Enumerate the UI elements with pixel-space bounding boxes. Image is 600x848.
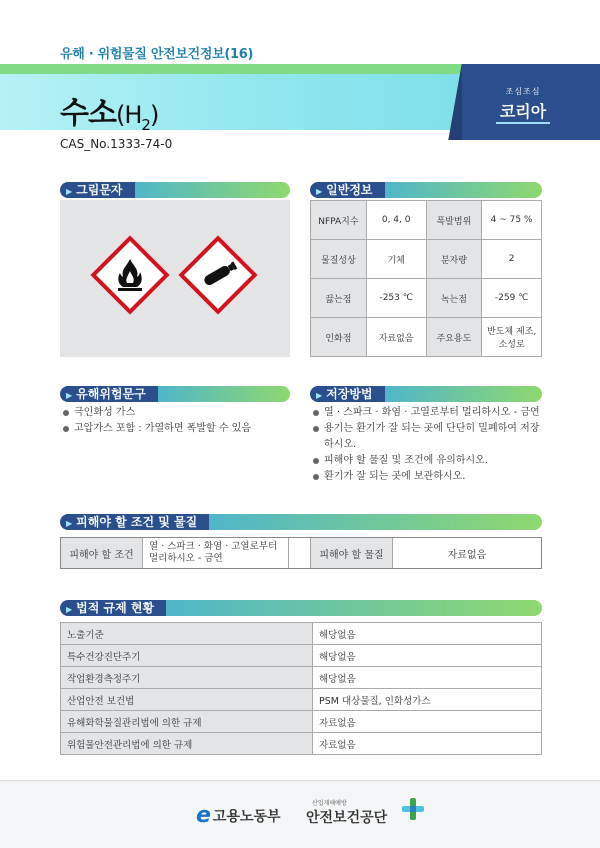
- avoid-materials-value: 자료없음: [447, 549, 487, 561]
- section-header-hazard: [60, 386, 290, 402]
- table-cell: 자료없음: [313, 711, 542, 733]
- table-row: [311, 240, 542, 279]
- table-cell: 해당없음: [313, 623, 542, 645]
- table-row: [311, 201, 542, 240]
- list-item: 피해야 할 물질 및 조건에 유의하시오.: [312, 453, 544, 469]
- section-title-storage: ▶ 저장방법: [310, 386, 385, 402]
- list-item: 극인화성 가스: [62, 405, 290, 421]
- table-cell: 폭발범위: [426, 201, 482, 240]
- table-cell: 노출기준: [61, 623, 313, 645]
- table-cell: 유해화학물질관리법에 의한 규제: [61, 711, 313, 733]
- list-item: 열 · 스파크 · 화염 · 고열로부터 멀리하시오 - 금연: [312, 405, 544, 421]
- pictogram-box: [60, 200, 290, 357]
- table-cell: 작업환경측정주기: [61, 667, 313, 689]
- table-cell: 위험물안전관리법에 의한 규제: [61, 733, 313, 755]
- list-item: 환기가 잘 되는 곳에 보관하시오.: [312, 469, 544, 485]
- table-row: [311, 318, 542, 357]
- table-cell: 4 ~ 75 %: [482, 201, 542, 240]
- table-cell: -253 ℃: [366, 279, 426, 318]
- list-item: 용기는 환기가 잘 되는 곳에 단단히 밀폐하여 저장하시오.: [312, 421, 544, 453]
- kosha-small-text: 산업재해예방: [312, 800, 347, 807]
- cas-number: CAS_No.1333-74-0: [60, 137, 173, 151]
- table-cell: 특수건강진단주기: [61, 645, 313, 667]
- table-cell: NFPA지수: [311, 201, 367, 240]
- logo-small-text: 조심조심: [505, 87, 541, 96]
- table-row: [61, 733, 542, 755]
- page-title: [60, 88, 158, 134]
- kosha-cross-icon: [402, 796, 424, 822]
- table-cell: 분자량: [426, 240, 482, 279]
- table-row: [61, 689, 542, 711]
- section-title-legal: ▶ 법적 규제 현황: [60, 600, 166, 616]
- table-cell: 주요용도: [426, 318, 482, 357]
- table-cell: 2: [482, 240, 542, 279]
- table-row: [61, 645, 542, 667]
- section-title-pictogram: ▶ 그림문자: [60, 182, 135, 198]
- section-title-avoid: ▶ 피해야 할 조건 및 물질: [60, 514, 209, 530]
- table-cell: 물질성상: [311, 240, 367, 279]
- section-title-hazard: ▶ 유해위험문구: [60, 386, 158, 402]
- list-item: 고압가스 포함 : 가열하면 폭발할 수 있음: [62, 421, 290, 437]
- moel-name: 고용노동부: [212, 808, 281, 825]
- gas-cylinder-pictogram-icon: [178, 235, 257, 314]
- table-cell: 해당없음: [313, 667, 542, 689]
- campaign-logo: [488, 86, 558, 130]
- table-cell: 자료없음: [313, 733, 542, 755]
- section-header-storage: [310, 386, 542, 402]
- table-cell: 자료없음: [366, 318, 426, 357]
- kosha-logo: [306, 798, 387, 827]
- moel-e-icon: e: [196, 803, 211, 828]
- table-cell: 녹는점: [426, 279, 482, 318]
- series-title: 유해 · 위험물질 안전보건정보(16): [60, 47, 254, 62]
- avoid-conditions-value: 열 · 스파크 · 화염 · 고열로부터 멀리하시오 - 금연: [143, 538, 289, 568]
- table-cell: 해당없음: [313, 645, 542, 667]
- title-name: 수소: [60, 96, 116, 131]
- table-cell: PSM 대상물질, 인화성가스: [313, 689, 542, 711]
- legal-table: [60, 622, 542, 755]
- table-row: [311, 279, 542, 318]
- table-row: [61, 623, 542, 645]
- table-row: [61, 667, 542, 689]
- flame-pictogram-icon: [90, 235, 169, 314]
- table-cell: 0, 4, 0: [366, 201, 426, 240]
- section-title-general: ▶ 일반정보: [310, 182, 385, 198]
- table-cell: 끓는점: [311, 279, 367, 318]
- table-row: [61, 711, 542, 733]
- section-header-pictogram: [60, 182, 290, 198]
- kosha-name: 안전보건공단: [306, 810, 388, 826]
- general-info-table: [310, 200, 542, 357]
- table-cell: -259 ℃: [482, 279, 542, 318]
- section-header-avoid: [60, 514, 542, 530]
- formula-open: (H: [115, 101, 142, 129]
- formula-sub: 2: [141, 116, 150, 134]
- storage-list: [312, 405, 544, 485]
- footer: [0, 780, 600, 848]
- hazard-list: [62, 405, 290, 437]
- section-header-legal: [60, 600, 542, 616]
- table-cell: 인화점: [311, 318, 367, 357]
- avoid-table: [60, 537, 542, 569]
- formula-close: ): [149, 101, 159, 129]
- table-cell: 산업안전 보건법: [61, 689, 313, 711]
- table-cell: 기체: [366, 240, 426, 279]
- section-header-general: [310, 182, 542, 198]
- avoid-materials-label: 피해야 할 물질: [311, 538, 393, 568]
- moel-logo: [196, 803, 281, 828]
- logo-big-text: 코리아: [496, 99, 550, 124]
- avoid-conditions-label: 피해야 할 조건: [61, 538, 143, 568]
- table-cell: 반도체 제조, 소성로: [482, 318, 542, 357]
